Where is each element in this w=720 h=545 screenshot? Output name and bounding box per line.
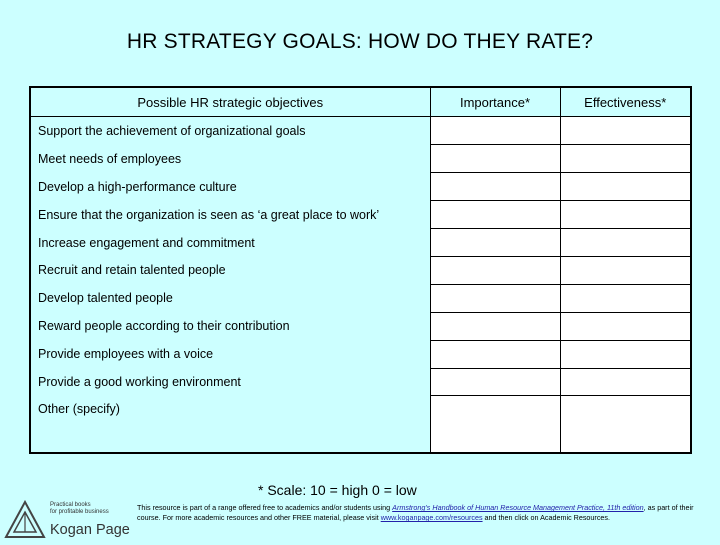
objective-label: Ensure that the organization is seen as ‘a great place to work’ [30, 201, 430, 229]
effectiveness-cell[interactable] [560, 284, 691, 312]
importance-cell[interactable] [430, 284, 560, 312]
page-title: HR STRATEGY GOALS: HOW DO THEY RATE? [126, 30, 594, 53]
effectiveness-cell[interactable] [560, 256, 691, 284]
resources-link[interactable]: www.koganpage.com/resources [380, 513, 483, 522]
table-row [30, 284, 691, 312]
footer-text [137, 503, 715, 523]
objective-label: Support the achievement of organizational goals [30, 117, 430, 145]
effectiveness-cell[interactable] [560, 396, 691, 453]
importance-cell[interactable] [430, 117, 560, 145]
objectives-table [29, 86, 692, 454]
table-row [30, 340, 691, 368]
importance-cell[interactable] [430, 145, 560, 173]
book-title-link[interactable]: Armstrong’s Handbook of Human Resource Management Practice, 11th edition [392, 503, 644, 512]
table-row [30, 368, 691, 396]
effectiveness-cell[interactable] [560, 229, 691, 257]
footer-text-2: , as part of their course. For more academic resources and other FREE material, please visit [137, 503, 694, 522]
table-row [30, 312, 691, 340]
kogan-page-logo [4, 500, 132, 540]
effectiveness-cell[interactable] [560, 201, 691, 229]
effectiveness-cell[interactable] [560, 145, 691, 173]
logo-tagline-1: Practical books [50, 502, 91, 508]
objective-label: Reward people according to their contribution [30, 312, 430, 340]
table-row [30, 229, 691, 257]
effectiveness-cell[interactable] [560, 117, 691, 145]
importance-cell[interactable] [430, 368, 560, 396]
table-row [30, 145, 691, 173]
header-importance: Importance* [430, 87, 560, 117]
importance-cell[interactable] [430, 173, 560, 201]
scale-note: * Scale: 10 = high 0 = low [258, 482, 417, 498]
importance-cell[interactable] [430, 201, 560, 229]
objective-label: Provide a good working environment [30, 368, 430, 396]
table-row [30, 201, 691, 229]
effectiveness-cell[interactable] [560, 173, 691, 201]
importance-cell[interactable] [430, 229, 560, 257]
importance-cell[interactable] [430, 396, 560, 453]
table-row [30, 173, 691, 201]
effectiveness-cell[interactable] [560, 368, 691, 396]
footer-text-1: This resource is part of a range offered free to academics and/or students using [137, 503, 393, 512]
header-effectiveness: Effectiveness* [560, 87, 691, 117]
objective-label: Other (specify) [30, 396, 430, 453]
table-row [30, 117, 691, 145]
header-objectives: Possible HR strategic objectives [30, 87, 430, 117]
importance-cell[interactable] [430, 312, 560, 340]
table-header-row [30, 87, 691, 117]
objective-label: Provide employees with a voice [30, 340, 430, 368]
objective-label: Develop a high-performance culture [30, 173, 430, 201]
effectiveness-cell[interactable] [560, 340, 691, 368]
objective-label: Increase engagement and commitment [30, 229, 430, 257]
objective-label: Recruit and retain talented people [30, 256, 430, 284]
objective-label: Develop talented people [30, 284, 430, 312]
footer-text-3: and then click on Academic Resources. [482, 513, 611, 522]
table-row [30, 256, 691, 284]
logo-triangle-icon [4, 500, 46, 540]
logo-tagline [50, 502, 109, 516]
importance-cell[interactable] [430, 340, 560, 368]
logo-tagline-2: for profitable business [50, 509, 109, 515]
objective-label: Meet needs of employees [30, 145, 430, 173]
importance-cell[interactable] [430, 256, 560, 284]
table-row [30, 396, 691, 453]
logo-brand: Kogan Page [50, 522, 130, 538]
effectiveness-cell[interactable] [560, 312, 691, 340]
